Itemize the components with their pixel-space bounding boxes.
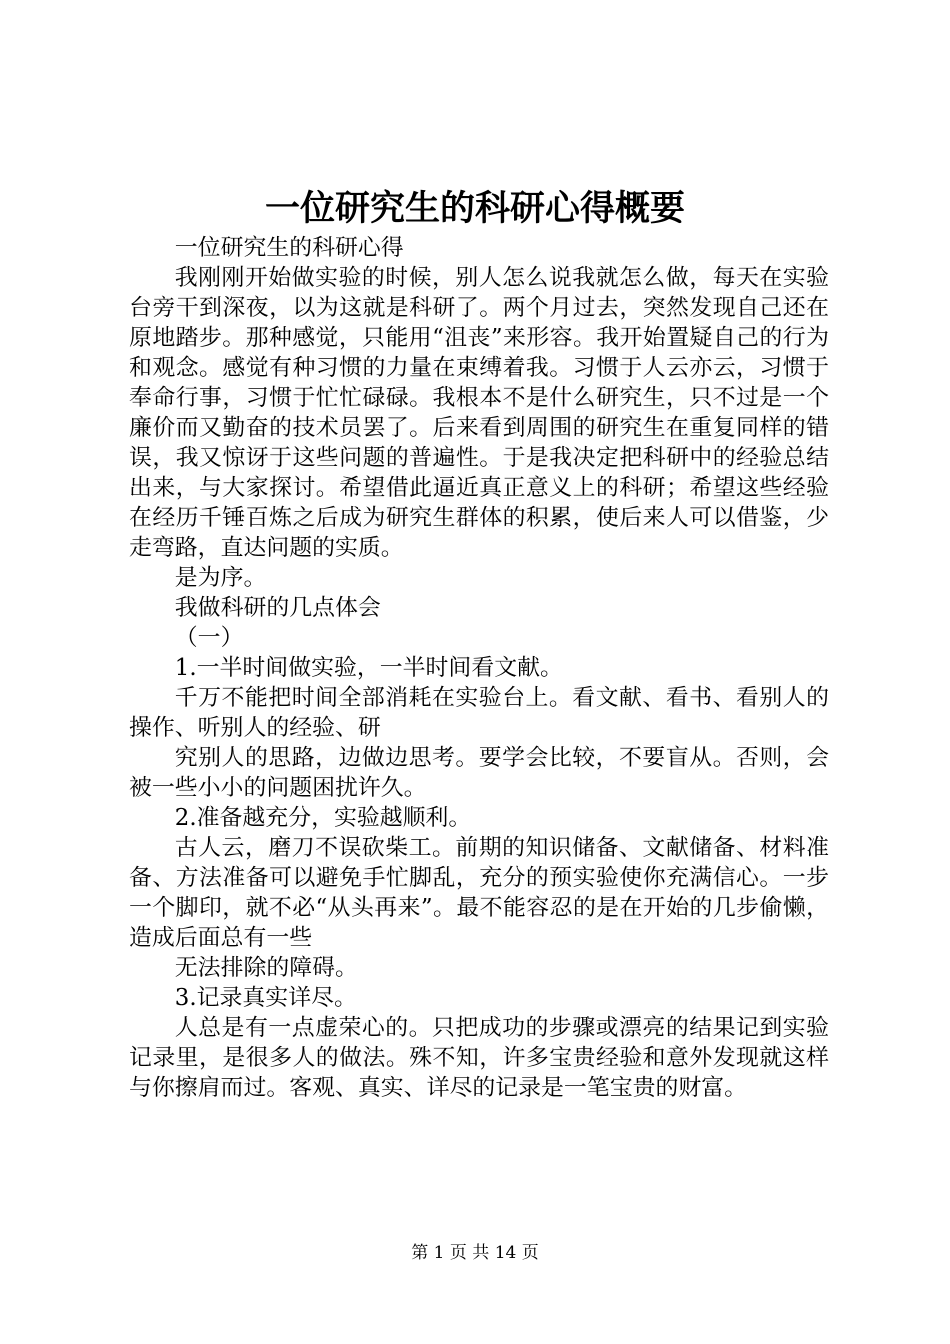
point-2-heading: 2.准备越充分，实验越顺利。 xyxy=(174,805,472,831)
paragraph-subtitle: 一位研究生的科研心得 xyxy=(174,235,404,261)
point-1-body-a: 千万不能把时间全部消耗在实验台上。看文献、看书、看别人的操作、听别人的经验、研 xyxy=(129,685,829,741)
section-heading: 我做科研的几点体会 xyxy=(174,595,381,621)
paragraph-preface: 我刚刚开始做实验的时候，别人怎么说我就怎么做，每天在实验台旁干到深夜，以为这就是科研了。两个月过去，突然发现自己还在原地踏步。那种感觉，只能用“沮丧”来形容。我开始置疑自己的行为和观念。感觉有种习惯的力量在束缚着我。习惯于人云亦云，习惯于奉命行事，习惯于忙忙碌碌。我根本不是什么研究生，只不过是一个廉价而又勤奋的技术员罢了。后来看到周围的研究生在重复同样的错误，我又惊讶于这些问题的普遍性。于是我决定把科研中的经验总结出来，与大家探讨。希望借此逼近真正意义上的科研；希望这些经验在经历千锤百炼之后成为研究生群体的积累，使后来人可以借鉴，少走弯路，直达问题的实质。 xyxy=(129,265,829,561)
section-number: （一） xyxy=(174,625,244,651)
point-2-body-a: 古人云，磨刀不误砍柴工。前期的知识储备、文献储备、材料准备、方法准备可以避免手忙脚乱，充分的预实验使你充满信心。一步一个脚印，就不必“从头再来”。最不能容忍的是在开始的几步偷懒，造成后面总有一些 xyxy=(129,835,829,951)
point-2-body-b: 无法排除的障碍。 xyxy=(174,955,358,981)
point-3-heading: 3.记录真实详尽。 xyxy=(174,985,357,1011)
point-3-body: 人总是有一点虚荣心的。只把成功的步骤或漂亮的结果记到实验记录里，是很多人的做法。殊不知，许多宝贵经验和意外发现就这样与你擦肩而过。客观、真实、详尽的记录是一笔宝贵的财富。 xyxy=(129,1015,829,1101)
page-footer: 第 1 页 共 14 页 xyxy=(411,1243,539,1263)
document-body xyxy=(129,233,829,1103)
point-1-heading: 1.一半时间做实验，一半时间看文献。 xyxy=(174,655,563,681)
paragraph-preface-end: 是为序。 xyxy=(174,565,267,591)
document-title: 一位研究生的科研心得概要 xyxy=(264,188,685,229)
point-1-body-b: 究别人的思路，边做边思考。要学会比较，不要盲从。否则，会被一些小小的问题困扰许久。 xyxy=(129,745,829,801)
